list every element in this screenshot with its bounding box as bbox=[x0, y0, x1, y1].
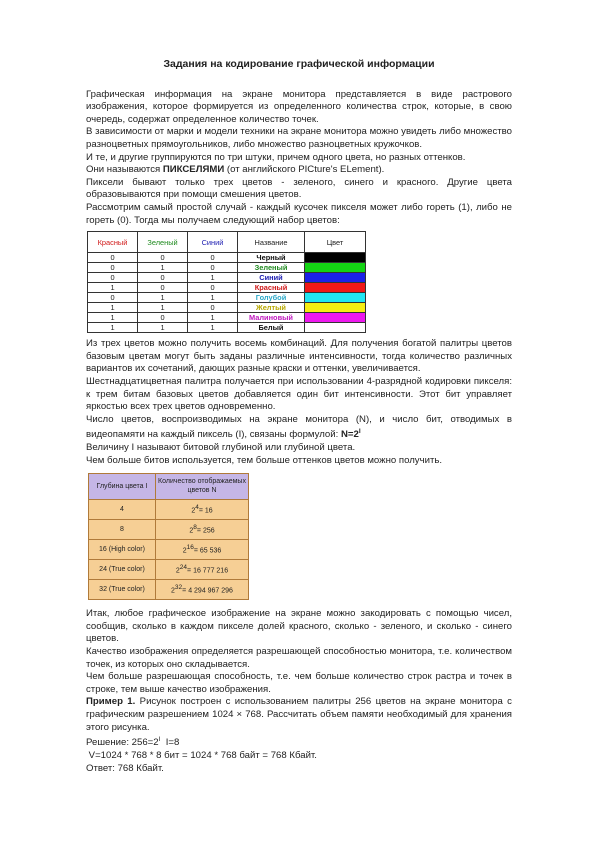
count-base: 2 bbox=[182, 547, 187, 555]
depth-row bbox=[89, 580, 249, 600]
count-cell bbox=[156, 500, 249, 520]
count-value: = 16 777 216 bbox=[187, 567, 229, 575]
pixel-colors-paragraph: Пиксели бывают только трех цветов - зеленого, синего и красного. Другие цвета образовываются при помощи смешения цветов. bbox=[86, 176, 512, 201]
color-row bbox=[88, 323, 366, 333]
formula-paragraph bbox=[86, 414, 512, 442]
example-paragraph bbox=[86, 696, 512, 734]
bit-cell-g: 0 bbox=[138, 253, 188, 263]
count-exponent: 4 bbox=[195, 503, 199, 511]
intro-paragraph-3: И те, и другие группируются по три штуки, причем одного цвета, но разных оттенков. bbox=[86, 151, 466, 163]
count-exponent: 32 bbox=[174, 583, 183, 591]
bit-cell-b: 0 bbox=[188, 283, 238, 293]
pixel-text-before: Они называются bbox=[86, 164, 163, 176]
color-table-header bbox=[88, 232, 366, 253]
combinations-paragraph: Из трех цветов можно получить восемь комбинаций. Для получения богатой палитры цветов базовым цветам могут быть заданы различные интенсивности, тогда количество различных вариантов их сочетаний, дающих разные краски и оттенки, увеличивается. bbox=[86, 338, 512, 375]
bit-cell-b: 0 bbox=[188, 253, 238, 263]
depth-cell: 32 (True color) bbox=[89, 580, 156, 600]
color-name-cell: Черный bbox=[238, 253, 305, 263]
count-base: 2 bbox=[171, 587, 175, 595]
depth-row bbox=[89, 520, 249, 540]
simple-case-paragraph: Рассмотрим самый простой случай - каждый кусочек пикселя может либо гореть (1), либо не гореть (0). Тогда мы получаем следующий набор цветов: bbox=[86, 201, 512, 226]
bit-cell-r: 1 bbox=[88, 323, 138, 333]
header-count: Количество отображаемых цветов N bbox=[156, 474, 249, 500]
solution-exponent: I bbox=[158, 736, 161, 744]
depth-row bbox=[89, 560, 249, 580]
bit-cell-g: 0 bbox=[138, 273, 188, 283]
count-base: 2 bbox=[175, 567, 180, 575]
count-base: 2 bbox=[191, 507, 196, 515]
count-cell bbox=[156, 580, 249, 600]
palette16-paragraph: Шестнадцатицветная палитра получается при использовании 4-разрядной кодировки пикселя: к трем битам базовых цветов добавляется один бит интенсивности. Этот бит управляет яркостью всех трех цветов одновременно. bbox=[86, 375, 512, 413]
header-green: Зеленый bbox=[138, 232, 188, 253]
calculation-line: V=1024 * 768 * 8 бит = 1024 * 768 байт = 768 Кбайт. bbox=[86, 749, 317, 761]
bit-cell-g: 1 bbox=[138, 323, 188, 333]
header-color: Цвет bbox=[305, 232, 366, 253]
answer-line: Ответ: 768 Кбайт. bbox=[86, 762, 164, 774]
color-swatch bbox=[305, 253, 366, 263]
color-name-cell: Синий bbox=[238, 273, 305, 283]
color-swatch bbox=[305, 263, 366, 273]
bit-cell-r: 1 bbox=[88, 303, 138, 313]
color-swatch bbox=[305, 313, 366, 323]
count-exponent: 8 bbox=[193, 523, 197, 531]
example-label: Пример 1. bbox=[86, 696, 136, 708]
resolution-paragraph: Чем больше разрешающая способность, т.е. чем больше количество строк растра и точек в строке, тем выше качество изображения. bbox=[86, 671, 512, 695]
count-value: = 16 bbox=[198, 507, 213, 515]
header-blue: Синий bbox=[188, 232, 238, 253]
page-title: Задания на кодирование графической информации bbox=[163, 58, 435, 70]
count-value: = 256 bbox=[196, 527, 215, 535]
count-value: = 4 294 967 296 bbox=[182, 587, 233, 595]
color-name-cell: Зеленый bbox=[238, 263, 305, 273]
color-row bbox=[88, 253, 366, 263]
bit-cell-r: 1 bbox=[88, 283, 138, 293]
bit-cell-b: 0 bbox=[188, 303, 238, 313]
bit-cell-b: 1 bbox=[188, 323, 238, 333]
color-name-cell: Желтый bbox=[238, 303, 305, 313]
depth-cell: 4 bbox=[89, 500, 156, 520]
color-swatch bbox=[305, 293, 366, 303]
bit-cell-r: 0 bbox=[88, 293, 138, 303]
bit-cell-r: 0 bbox=[88, 253, 138, 263]
color-name-cell: Красный bbox=[238, 283, 305, 293]
color-row bbox=[88, 273, 366, 283]
color-table-body bbox=[88, 253, 366, 333]
depth-row bbox=[89, 540, 249, 560]
pixel-term: ПИКСЕЛЯМИ bbox=[162, 164, 225, 176]
bit-cell-r: 1 bbox=[88, 313, 138, 323]
bit-cell-b: 1 bbox=[188, 273, 238, 283]
color-name-cell: Белый bbox=[238, 323, 305, 333]
bit-depth-line: Величину I называют битовой глубиной или глубиной цвета. bbox=[86, 442, 356, 454]
bit-cell-r: 0 bbox=[88, 263, 138, 273]
count-cell bbox=[156, 540, 249, 560]
count-value: = 65 536 bbox=[193, 547, 222, 555]
pixel-text-after: (от английского PICture's ELement). bbox=[224, 164, 385, 176]
quality-paragraph: Качество изображения определяется разрешающей способностью монитора, т.е. количеством точек, из которых оно складывается. bbox=[86, 646, 512, 670]
formula-exponent: I bbox=[358, 428, 361, 436]
color-swatch bbox=[305, 303, 366, 313]
color-swatch bbox=[305, 323, 366, 333]
bit-cell-g: 1 bbox=[138, 263, 188, 273]
depth-cell: 16 (High color) bbox=[89, 540, 156, 560]
depth-table bbox=[88, 473, 249, 600]
solution-line bbox=[86, 734, 512, 750]
intro-paragraph-1: Графическая информация на экране монитора представляется в виде растрового изображения, которое формируется из определенного количества строк, которые, в свою очередь, содержат определенное количество точек. bbox=[86, 88, 512, 125]
depth-table-body bbox=[89, 500, 249, 600]
header-name: Название bbox=[238, 232, 305, 253]
color-name-cell: Малиновый bbox=[238, 313, 305, 323]
color-row bbox=[88, 263, 366, 273]
count-exponent: 24 bbox=[179, 563, 188, 571]
more-bits-line: Чем больше битов используется, тем больше оттенков цветов можно получить. bbox=[86, 454, 443, 466]
color-row bbox=[88, 303, 366, 313]
color-row bbox=[88, 283, 366, 293]
example-text: Рисунок построен с использованием палитры 256 цветов на экране монитора с графическим разрешением 1024 × 768. Рассчитать объем памяти необходимый для хранения этого рисунка. bbox=[86, 696, 512, 733]
color-name-cell: Голубой bbox=[238, 293, 305, 303]
bit-cell-b: 0 bbox=[188, 263, 238, 273]
depth-table-header bbox=[89, 474, 249, 500]
formula bbox=[341, 429, 361, 440]
depth-row bbox=[89, 500, 249, 520]
bit-cell-r: 0 bbox=[88, 273, 138, 283]
bit-cell-b: 1 bbox=[188, 293, 238, 303]
color-swatch bbox=[305, 273, 366, 283]
formula-text: Число цветов, воспроизводимых на экране монитора (N), и число бит, отводимых в видеопамяти на каждый пиксель (I), связаны формулой: bbox=[86, 413, 512, 441]
solution-rest: I=8 bbox=[160, 737, 180, 749]
color-row bbox=[88, 313, 366, 323]
color-swatch bbox=[305, 283, 366, 293]
color-row bbox=[88, 293, 366, 303]
depth-cell: 8 bbox=[89, 520, 156, 540]
bit-cell-g: 0 bbox=[138, 313, 188, 323]
header-depth: Глубина цвета I bbox=[89, 474, 156, 500]
color-table bbox=[87, 231, 366, 333]
bit-cell-g: 1 bbox=[138, 293, 188, 303]
pixel-definition bbox=[86, 164, 512, 177]
solution-label: Решение: 256=2 bbox=[86, 737, 159, 749]
header-red: Красный bbox=[88, 232, 138, 253]
encode-paragraph: Итак, любое графическое изображение на экране можно закодировать с помощью чисел, сообщив, сколько в каждом пикселе долей красного, сколько - зеленого, и сколько - синего цветов. bbox=[86, 608, 512, 645]
bit-cell-b: 1 bbox=[188, 313, 238, 323]
count-cell bbox=[156, 560, 249, 580]
bit-cell-g: 0 bbox=[138, 283, 188, 293]
count-cell bbox=[156, 520, 249, 540]
depth-cell: 24 (True color) bbox=[89, 560, 156, 580]
count-exponent: 16 bbox=[186, 543, 194, 551]
bit-cell-g: 1 bbox=[138, 303, 188, 313]
count-base: 2 bbox=[189, 527, 194, 535]
formula-base: N=2 bbox=[340, 429, 359, 441]
intro-paragraph-2: В зависимости от марки и модели техники на экране монитора можно увидеть либо множество разноцветных прямоугольников, либо множество разноцветных кружочков. bbox=[86, 126, 512, 150]
